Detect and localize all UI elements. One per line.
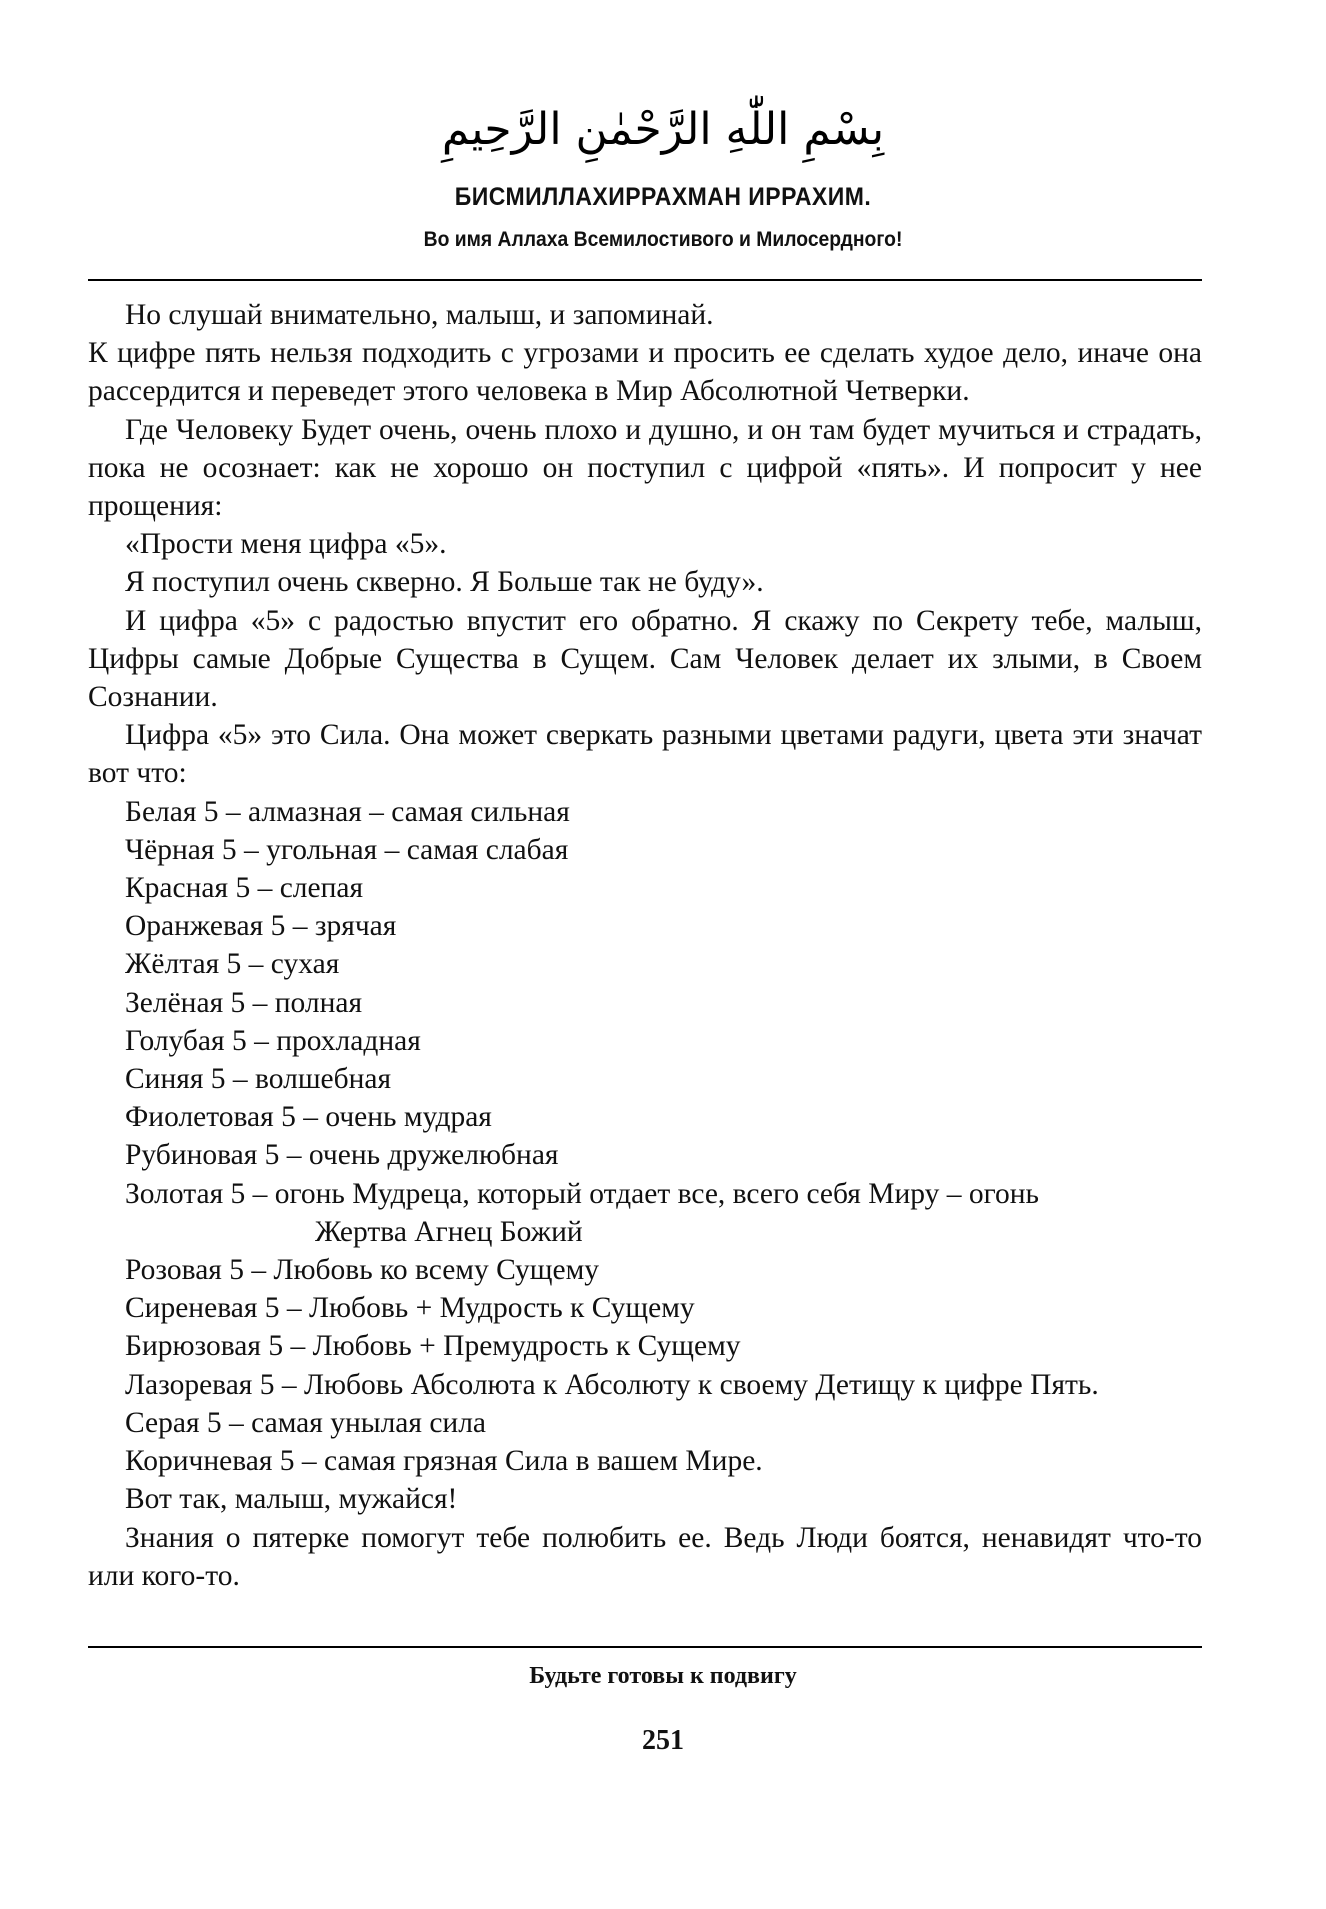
paragraph: Но слушай внимательно, малыш, и запоминай. — [125, 299, 714, 331]
list-item-continuation: Жертва Агнец Божий — [315, 1215, 583, 1248]
list-item: Оранжевая 5 – зрячая — [125, 910, 397, 943]
list-item: Синяя 5 – волшебная — [125, 1063, 392, 1096]
header-subtitle: Во имя Аллаха Всемилостивого и Милосердного! — [423, 228, 903, 251]
list-item: Белая 5 – алмазная – самая сильная — [125, 795, 570, 828]
header-divider — [88, 279, 1202, 281]
basmala-calligraphy: بِسْمِ اللّٰهِ الرَّحْمٰنِ الرَّحِيمِ — [441, 104, 885, 155]
list-item: Зелёная 5 – полная — [125, 986, 363, 1019]
list-item: Серая 5 – самая унылая сила — [125, 1406, 487, 1439]
footer-divider — [88, 1646, 1202, 1648]
list-item: Жёлтая 5 – сухая — [125, 948, 340, 981]
list-item: Красная 5 – слепая — [125, 872, 364, 905]
page-number: 251 — [642, 1725, 684, 1756]
paragraph: Я поступил очень скверно. Я Больше так не буду». — [125, 566, 764, 599]
paragraph: И цифра «5» с радостью впустит его обратно. Я скажу по Секрету тебе, малыш, Цифры самые Добрые Существа в Сущем. Сам Человек делает их злыми, в Своем Сознании. — [88, 604, 1202, 714]
list-item: Фиолетовая 5 – очень мудрая — [125, 1101, 492, 1134]
list-item: Коричневая 5 – самая грязная Сила в вашем Мире. — [125, 1445, 763, 1478]
paragraph: К цифре пять нельзя подходить с угрозами и просить ее сделать худое дело, иначе она рассердится и переведет этого человека в Мир Абсолютной Четверки. — [88, 337, 1202, 408]
paragraph: Цифра «5» это Сила. Она может сверкать разными цветами радуги, цвета эти значат вот что: — [88, 719, 1202, 790]
paragraph: «Прости меня цифра «5». — [125, 528, 447, 561]
list-item: Сиреневая 5 – Любовь + Мудрость к Сущему — [125, 1292, 695, 1325]
list-item: Рубиновая 5 – очень дружелюбная — [125, 1139, 559, 1172]
list-item: Бирюзовая 5 – Любовь + Премудрость к Сущему — [125, 1330, 741, 1363]
paragraph: Знания о пятерке помогут тебе полюбить ее. Ведь Люди боятся, ненавидят что-то или кого-то. — [88, 1521, 1202, 1592]
color-meaning-list — [88, 793, 1202, 1481]
header-title: БИСМИЛЛАХИРРАХМАН ИРРАХИМ. — [454, 183, 872, 211]
page-header — [0, 95, 1326, 252]
paragraph: Вот так, малыш, мужайся! — [125, 1483, 458, 1516]
list-item: Розовая 5 – Любовь ко всему Сущему — [125, 1254, 600, 1287]
paragraph: Где Человеку Будет очень, очень плохо и душно, и он там будет мучиться и страдать, пока не осознает: как не хорошо он поступил с цифрой «пять». И попросит у нее прощения: — [88, 413, 1202, 523]
list-item-text: Золотая 5 – огонь Мудреца, который отдает все, всего себя Миру – огонь — [125, 1177, 1039, 1210]
list-item: Голубая 5 – прохладная — [125, 1024, 421, 1057]
list-item: Лазоревая 5 – Любовь Абсолюта к Абсолюту к своему Детищу к цифре Пять. — [125, 1368, 1099, 1401]
page-body — [88, 296, 1202, 1595]
list-item — [88, 1175, 1202, 1251]
running-footer-title: Будьте готовы к подвигу — [529, 1663, 797, 1689]
list-item: Чёрная 5 – угольная – самая слабая — [125, 833, 569, 866]
